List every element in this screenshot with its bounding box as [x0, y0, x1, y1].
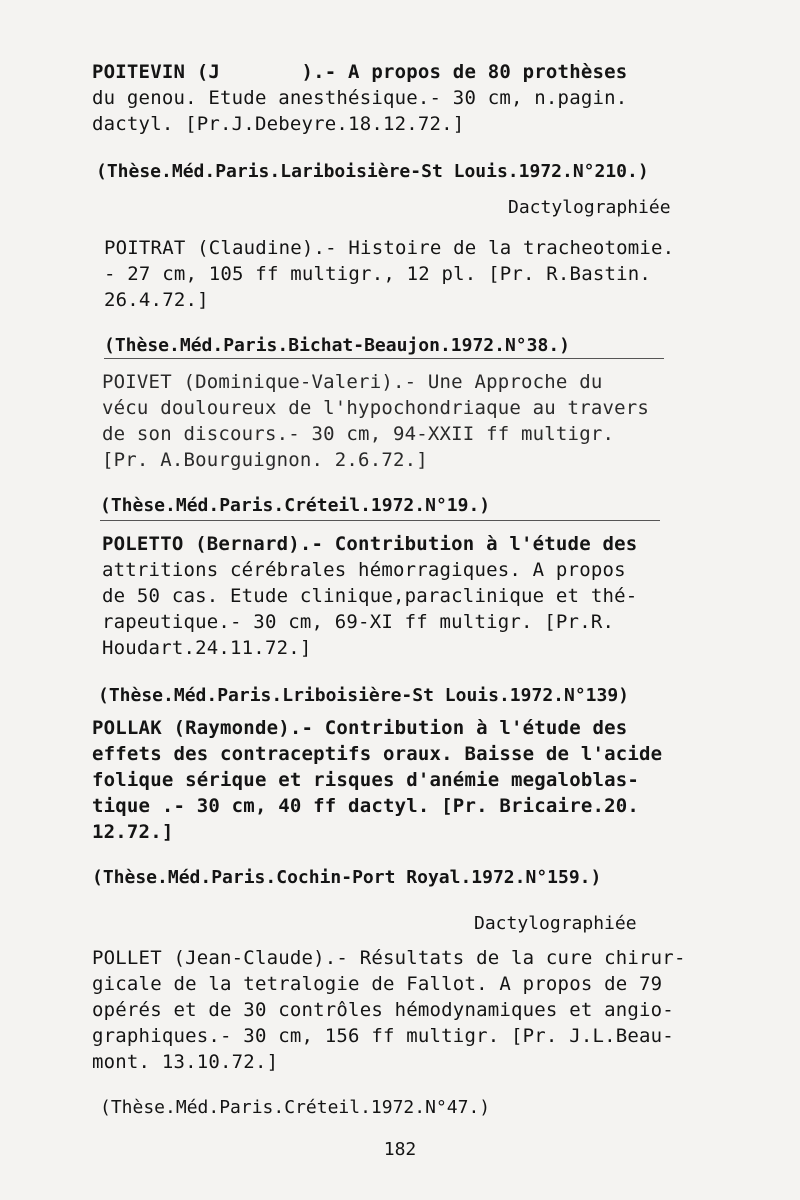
entry-line: graphiques.- 30 cm, 156 ff multigr. [Pr. J.L.Beau- — [92, 1025, 674, 1047]
entry-line: 12.72.] — [92, 821, 174, 843]
entry-line: Houdart.24.11.72.] — [102, 637, 312, 659]
entry-line: [Pr. A.Bourguignon. 2.6.72.] — [102, 449, 428, 471]
divider — [104, 358, 664, 359]
entry-line: de son discours.- 30 cm, 94-XXII ff multigr. — [102, 423, 615, 445]
entry-line: effets des contraceptifs oraux. Baisse de l'acide — [92, 743, 663, 765]
entry-line: du genou. Etude anesthésique.- 30 cm, n.pagin. — [92, 87, 628, 109]
entry-line: POITRAT (Claudine).- Histoire de la tracheotomie. — [104, 237, 675, 259]
dactylographiee-note: Dactylographiée — [474, 913, 637, 934]
dactylographiee-note: Dactylographiée — [508, 197, 671, 218]
entry-line: POLLAK (Raymonde).- Contribution à l'étude des — [92, 717, 628, 739]
entry-line: gicale de la tetralogie de Fallot. A propos de 79 — [92, 973, 663, 995]
entry-line: - 27 cm, 105 ff multigr., 12 pl. [Pr. R.Bastin. — [104, 263, 652, 285]
entry-line: 26.4.72.] — [104, 289, 209, 311]
entry-line: POIVET (Dominique-Valeri).- Une Approche du — [102, 371, 603, 393]
entry-line: dactyl. [Pr.J.Debeyre.18.12.72.] — [92, 113, 465, 135]
these-reference: (Thèse.Méd.Paris.Lriboisière-St Louis.1972.N°139) — [98, 685, 630, 706]
entry-line: POITEVIN (J ).- A propos de 80 prothèses — [92, 61, 628, 83]
entry-line: POLETTO (Bernard).- Contribution à l'étude des — [102, 533, 638, 555]
these-reference: (Thèse.Méd.Paris.Bichat-Beaujon.1972.N°38.) — [104, 335, 570, 356]
entry-line: folique sérique et risques d'anémie megaloblas- — [92, 769, 640, 791]
entry-line: rapeutique.- 30 cm, 69-XI ff multigr. [Pr.R. — [102, 611, 615, 633]
these-reference: (Thèse.Méd.Paris.Créteil.1972.N°47.) — [100, 1097, 491, 1118]
entry-line: opérés et de 30 contrôles hémodynamiques et angio- — [92, 999, 674, 1021]
these-reference: (Thèse.Méd.Paris.Créteil.1972.N°19.) — [100, 495, 491, 516]
entry-line: attritions cérébrales hémorragiques. A propos — [102, 559, 626, 581]
page-number: 182 — [383, 1139, 417, 1160]
entry-line: de 50 cas. Etude clinique,paraclinique et thé- — [102, 585, 638, 607]
entry-line: POLLET (Jean-Claude).- Résultats de la cure chirur- — [92, 947, 686, 969]
entry-line: mont. 13.10.72.] — [92, 1051, 279, 1073]
entry-line: tique .- 30 cm, 40 ff dactyl. [Pr. Bricaire.20. — [92, 795, 640, 817]
these-reference: (Thèse.Méd.Paris.Cochin-Port Royal.1972.N°159.) — [92, 867, 602, 888]
divider — [100, 520, 660, 521]
entry-line: vécu douloureux de l'hypochondriaque au travers — [102, 397, 650, 419]
these-reference: (Thèse.Méd.Paris.Lariboisière-St Louis.1972.N°210.) — [96, 161, 649, 182]
